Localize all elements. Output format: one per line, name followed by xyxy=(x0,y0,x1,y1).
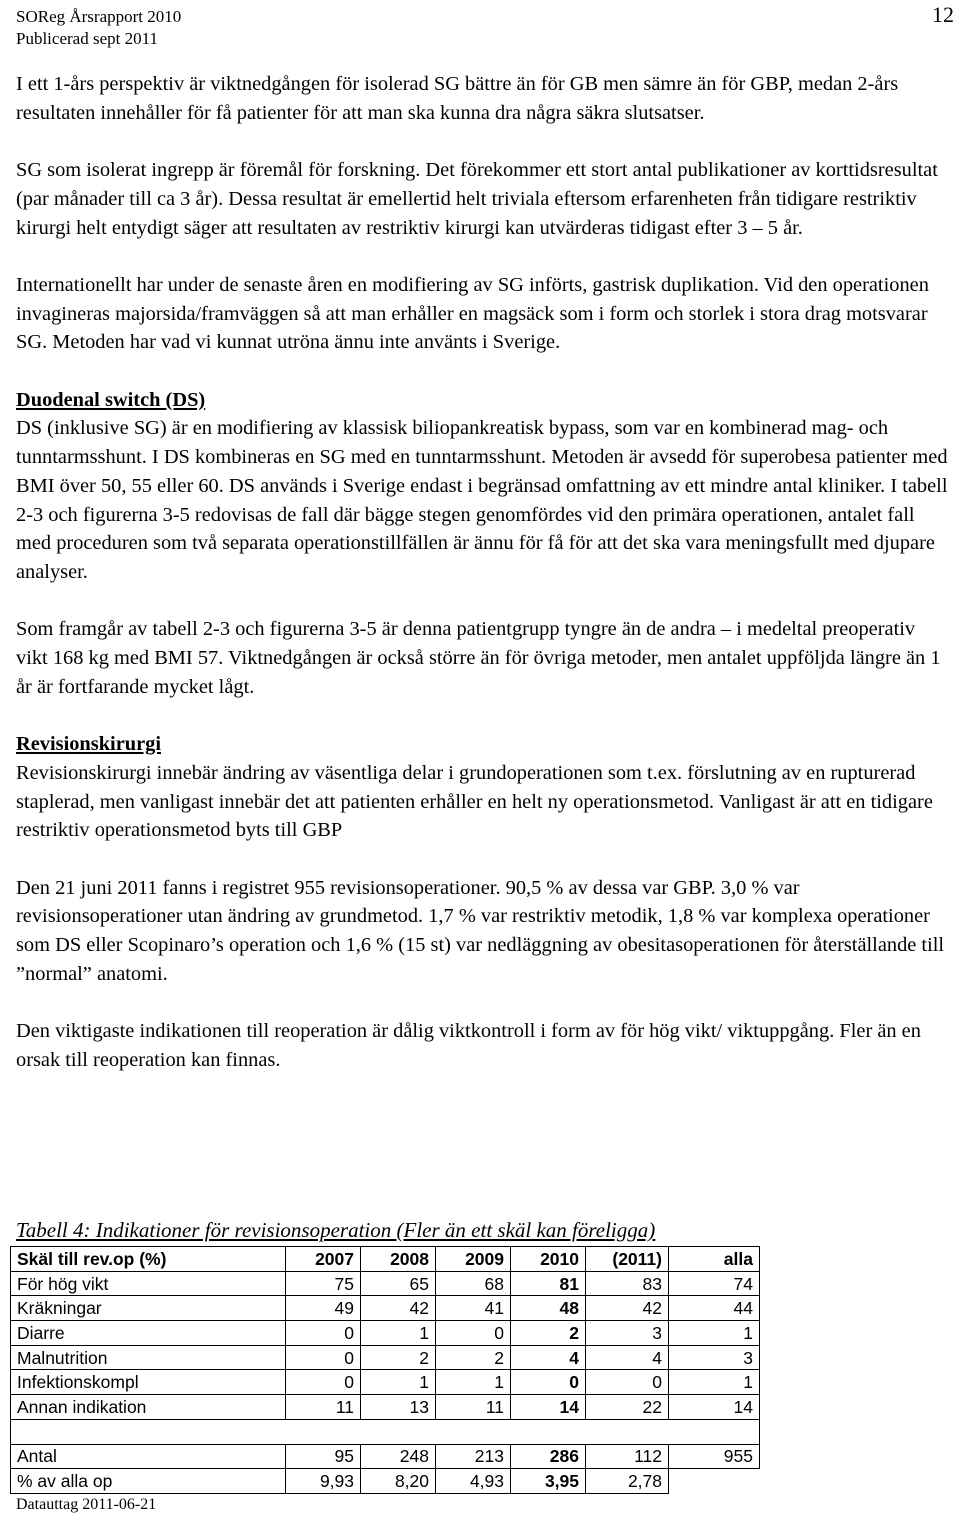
row-label: Kräkningar xyxy=(11,1296,286,1321)
table-cell: 11 xyxy=(436,1395,511,1420)
table-cell: 65 xyxy=(361,1271,436,1296)
table-cell: 286 xyxy=(511,1444,586,1469)
row-label: Malnutrition xyxy=(11,1345,286,1370)
table-cell: 48 xyxy=(511,1296,586,1321)
column-header: 2010 xyxy=(511,1247,586,1272)
heading-revision-surgery: Revisionskirurgi xyxy=(16,733,162,756)
report-title: SOReg Årsrapport 2010 xyxy=(16,7,182,26)
table-cell: 4 xyxy=(586,1345,669,1370)
revision-indication-table xyxy=(10,1246,760,1494)
table-spacer-row xyxy=(11,1419,760,1444)
table-cell: 0 xyxy=(286,1370,361,1395)
table-cell: 13 xyxy=(361,1395,436,1420)
table-cell: 1 xyxy=(669,1321,760,1346)
table-cell: 2 xyxy=(511,1321,586,1346)
table-cell: 14 xyxy=(669,1395,760,1420)
table-cell: 248 xyxy=(361,1444,436,1469)
table-cell: 42 xyxy=(361,1296,436,1321)
table-cell: 41 xyxy=(436,1296,511,1321)
table-cell: 3 xyxy=(586,1321,669,1346)
table-cell: 83 xyxy=(586,1271,669,1296)
column-header: Skäl till rev.op (%) xyxy=(11,1247,286,1272)
table-cell: 95 xyxy=(286,1444,361,1469)
table-percent-row xyxy=(11,1469,760,1494)
data-extract-date: Datauttag 2011-06-21 xyxy=(16,1496,157,1513)
table-cell: 81 xyxy=(511,1271,586,1296)
row-label: För hög vikt xyxy=(11,1271,286,1296)
paragraph-ds-description: DS (inklusive SG) är en modifiering av klassisk biliopankreatisk bypass, som var en kombinerad mag- och tunntarmsshunt. I DS kombineras en SG med en tunntarmsshunt. Metoden är avsedd för superobesa patienter med BMI över 50, 55 eller 60. DS används i Sverige endast i begränsad omfattning av ett mindre antal kliniker. I tabell 2-3 och figurerna 3-5 redovisas de fall där bägge stegen genomfördes vid den primära operationen, antalet fall med proceduren som två separata operationstillfällen är ännu för få för att det ska vara meningsfullt med djupare analyser. xyxy=(16,417,948,583)
table-cell: 0 xyxy=(586,1370,669,1395)
table-cell: 68 xyxy=(436,1271,511,1296)
column-header: 2007 xyxy=(286,1247,361,1272)
table-totals-row xyxy=(11,1444,760,1469)
paragraph-gastric-duplication: Internationellt har under de senaste åren en modifiering av SG införts, gastrisk duplikation. Vid den operationen invagineras majorsida/framväggen så att man erhåller en magsäck som i form och storlek i stora drag motsvarar SG. Metoden har vad vi kunnat utröna ännu inte använts i Sverige. xyxy=(16,273,929,354)
paragraph-sg-one-year: I ett 1-års perspektiv är viktnedgången för isolerad SG bättre än för GB men sämre än för GBP, medan 2-års resultaten innehåller för få patienter för att man ska kunna dra några säkra slutsatser. xyxy=(16,73,899,124)
table-row xyxy=(11,1370,760,1395)
column-header: 2008 xyxy=(361,1247,436,1272)
table-cell: 75 xyxy=(286,1271,361,1296)
table-cell: 4 xyxy=(511,1345,586,1370)
table-cell: 22 xyxy=(586,1395,669,1420)
table-cell: 4,93 xyxy=(436,1469,511,1494)
publication-date: Publicerad sept 2011 xyxy=(16,29,158,48)
table-row xyxy=(11,1345,760,1370)
page-number: 12 xyxy=(932,2,954,27)
table-cell: 1 xyxy=(361,1370,436,1395)
column-header: (2011) xyxy=(586,1247,669,1272)
paragraph-revision-statistics: Den 21 juni 2011 fanns i registret 955 revisionsoperationer. 90,5 % av dessa var GBP. 3,0 % var revisionsoperationer utan ändring av grundmetod. 1,7 % var restriktiv metodik, 1,8 % var komplexa operationer som DS eller Scopinaro’s operation och 1,6 % (15 st) var nedläggning av obesitasoperationen för återställande till ”normal” anatomi. xyxy=(16,876,945,985)
table-row xyxy=(11,1395,760,1420)
table-cell: 0 xyxy=(511,1370,586,1395)
table-row xyxy=(11,1321,760,1346)
table-cell: 3,95 xyxy=(511,1469,586,1494)
column-header: 2009 xyxy=(436,1247,511,1272)
table-cell: 955 xyxy=(669,1444,760,1469)
table-cell: 74 xyxy=(669,1271,760,1296)
table-cell: 0 xyxy=(436,1321,511,1346)
table-cell: 0 xyxy=(286,1321,361,1346)
table-cell-empty xyxy=(669,1469,760,1494)
row-label: Infektionskompl xyxy=(11,1370,286,1395)
table-cell: 2 xyxy=(436,1345,511,1370)
table-cell: 112 xyxy=(586,1444,669,1469)
paragraph-reoperation-indication: Den viktigaste indikationen till reoperation är dålig viktkontroll i form av för hög vikt/ viktuppgång. Fler än en orsak till reoperation kan finnas. xyxy=(16,1020,921,1071)
table-cell: 44 xyxy=(669,1296,760,1321)
table-row xyxy=(11,1271,760,1296)
table-cell: 49 xyxy=(286,1296,361,1321)
column-header: alla xyxy=(669,1247,760,1272)
table-cell: 3 xyxy=(669,1345,760,1370)
table-header-row xyxy=(11,1247,760,1272)
table-cell: 11 xyxy=(286,1395,361,1420)
table-cell: 2,78 xyxy=(586,1469,669,1494)
table-cell: 8,20 xyxy=(361,1469,436,1494)
heading-duodenal-switch: Duodenal switch (DS) xyxy=(16,388,206,411)
table-cell: 14 xyxy=(511,1395,586,1420)
table-cell: 1 xyxy=(436,1370,511,1395)
table-cell: 42 xyxy=(586,1296,669,1321)
paragraph-ds-results: Som framgår av tabell 2-3 och figurerna 3-5 är denna patientgrupp tyngre än de andra – i medeltal preoperativ vikt 168 kg med BMI 57. Viktnedgången är också större än för övriga metoder, men antalet uppföljda längre än 1 år är fortfarande mycket lågt. xyxy=(16,618,941,698)
table-cell: 9,93 xyxy=(286,1469,361,1494)
paragraph-sg-research: SG som isolerat ingrepp är föremål för forskning. Det förekommer ett stort antal publikationer av korttidsresultat (par månader till ca 3 år). Dessa resultat är emellertid helt triviala eftersom erfarenheten från tidigare restriktiv kirurgi helt entydigt säger att resultaten av restriktiv kirurgi kan utvärderas tidigast efter 3 – 5 år. xyxy=(16,159,938,239)
row-label: Annan indikation xyxy=(11,1395,286,1420)
table-cell: 2 xyxy=(361,1345,436,1370)
table-cell: 1 xyxy=(361,1321,436,1346)
row-label: Antal xyxy=(11,1444,286,1469)
table-cell: 213 xyxy=(436,1444,511,1469)
document-body xyxy=(16,70,951,1075)
paragraph-revision-definition: Revisionskirurgi innebär ändring av väsentliga delar i grundoperationen som t.ex. förslutning av en rupturerad staplerad, men vanligast innebär det att patienten erhåller en helt ny operationsmetod. Vanligast är att en tidigare restriktiv operationsmetod byts till GBP xyxy=(16,761,933,842)
table-row xyxy=(11,1296,760,1321)
table-caption: Tabell 4: Indikationer för revisionsoperation (Fler än ett skäl kan föreligga) xyxy=(16,1218,656,1242)
table-cell: 0 xyxy=(286,1345,361,1370)
row-label: % av alla op xyxy=(11,1469,286,1494)
running-header xyxy=(16,6,181,50)
row-label: Diarre xyxy=(11,1321,286,1346)
table-cell: 1 xyxy=(669,1370,760,1395)
